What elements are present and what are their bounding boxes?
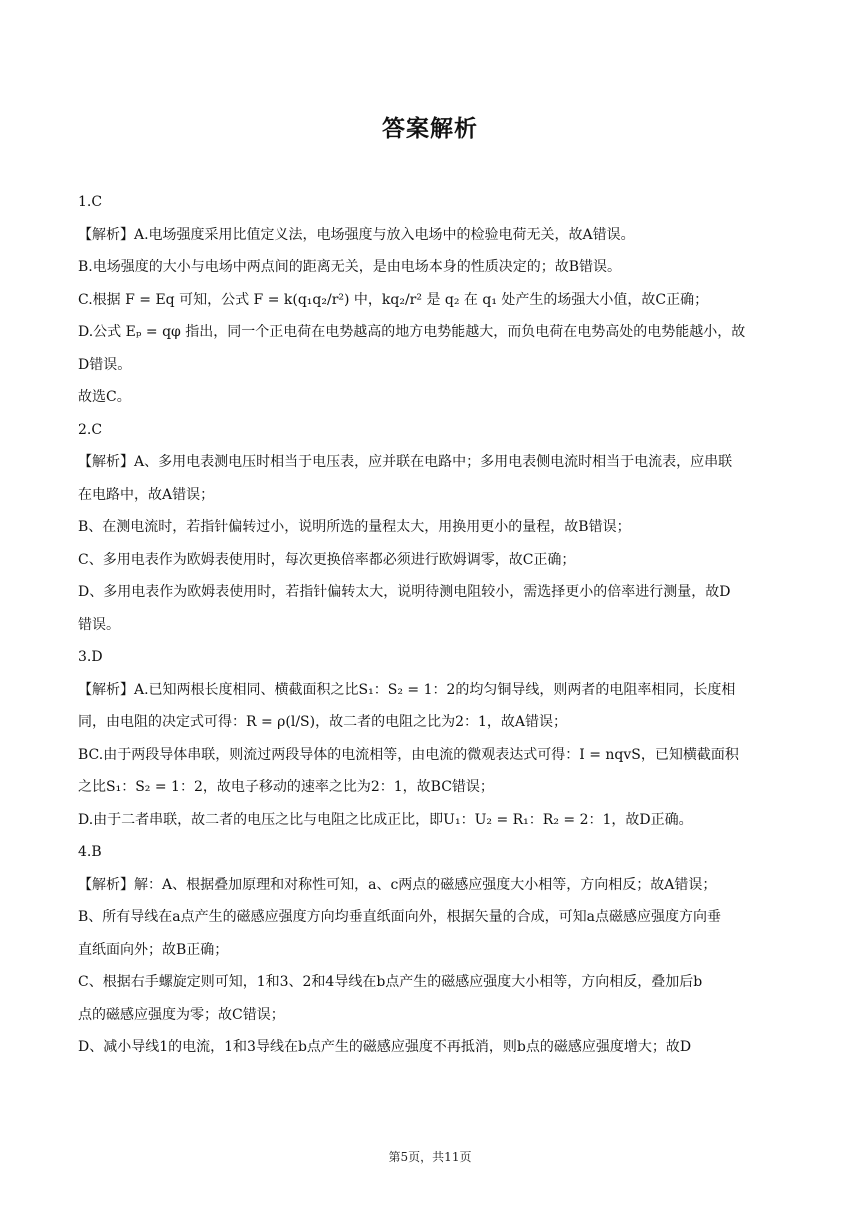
text-line: BC.由于两段导体串联，则流过两段导体的电流相等，由电流的微观表达式可得：I = nqvS，已知横截面积: [78, 746, 739, 763]
text-line: 直纸面向外；故B正确；: [78, 941, 229, 958]
text-line: 【解析】A.已知两根长度相同、横截面积之比S₁：S₂ = 1：2的均匀铜导线，则两者的电阻率相同，长度相: [78, 681, 736, 698]
text-line: 【解析】A.电场强度采用比值定义法，电场强度与放入电场中的检验电荷无关，故A错误。: [78, 226, 635, 243]
answer-number: 2.C: [78, 421, 103, 438]
text-line: 在电路中，故A错误；: [78, 486, 215, 503]
text-line: D错误。: [78, 356, 132, 373]
text-line: 【解析】A、多用电表测电压时相当于电压表，应并联在电路中；多用电表侧电流时相当于电流表，应串联: [78, 454, 733, 470]
text-line: D.公式 Eₚ = qφ 指出，同一个正电荷在电势越高的地方电势能越大，而负电荷在电势高处的电势能越小，故: [78, 324, 746, 340]
text-line: B.电场强度的大小与电场中两点间的距离无关，是由电场本身的性质决定的；故B错误。: [78, 259, 622, 275]
text-line: 之比S₁：S₂ = 1：2，故电子移动的速率之比为2：1，故BC错误；: [78, 779, 494, 795]
text-line: 同，由电阻的决定式可得：R = ρ(l/S)，故二者的电阻之比为2：1，故A错误；: [78, 714, 568, 730]
text-line: B、所有导线在a点产生的磁感应强度方向均垂直纸面向外，根据矢量的合成，可知a点磁感应强度方向垂: [78, 909, 721, 925]
text-line: C、多用电表作为欧姆表使用时，每次更换倍率都必须进行欧姆调零，故C正确；: [78, 551, 576, 568]
answer-content: [78, 186, 784, 1064]
answer-number: 1.C: [78, 194, 103, 210]
answer-number: 3.D: [78, 649, 103, 665]
text-line: D.由于二者串联，故二者的电压之比与电阻之比成正比，即U₁：U₂ = R₁：R₂ = 2：1，故D正确。: [78, 811, 693, 828]
answer-number: 4.B: [78, 844, 102, 860]
page-footer: 第5页，共11页: [388, 1150, 472, 1164]
text-line: C.根据 F = Eq 可知，公式 F = k(q₁q₂/r²) 中，kq₂/r² 是 q₂ 在 q₁ 处产生的场强大小值，故C正确；: [78, 291, 709, 308]
page-title: 答案解析: [382, 116, 478, 142]
text-line: D、多用电表作为欧姆表使用时，若指针偏转太大，说明待测电阻较小，需选择更小的倍率进行测量，故D: [78, 584, 731, 600]
text-line: 故选C。: [78, 389, 131, 405]
text-line: B、在测电流时，若指针偏转过小，说明所选的量程太大，用换用更小的量程，故B错误；: [78, 519, 631, 535]
text-line: 错误。: [78, 616, 120, 633]
text-line: 点的磁感应强度为零；故C错误；: [78, 1006, 285, 1023]
text-line: 【解析】解：A、根据叠加原理和对称性可知，a、c两点的磁感应强度大小相等，方向相反；故A错误；: [78, 876, 717, 893]
text-line: C、根据右手螺旋定则可知，1和3、2和4导线在b点产生的磁感应强度大小相等，方向相反，叠加后b: [78, 974, 703, 990]
text-line: D、减小导线1的电流，1和3导线在b点产生的磁感应强度不再抵消，则b点的磁感应强度增大；故D: [78, 1039, 692, 1055]
